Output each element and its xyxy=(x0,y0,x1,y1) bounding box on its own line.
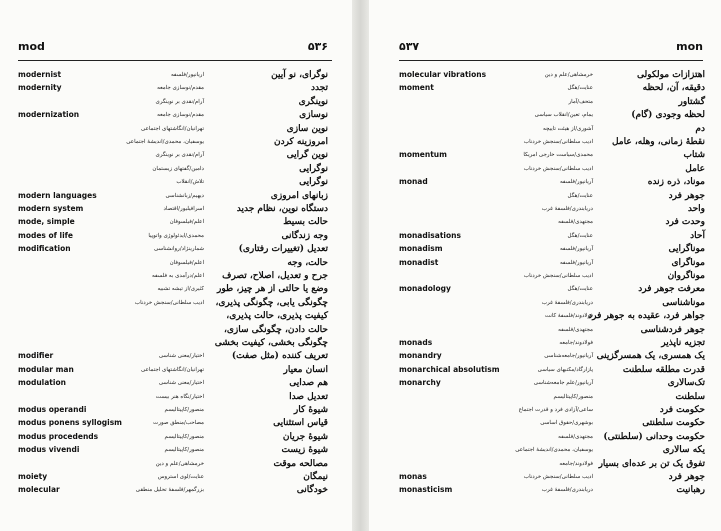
entry-row xyxy=(0,390,352,404)
entry-row xyxy=(369,470,721,484)
persian-equivalent: جوهر فردشناسی xyxy=(640,324,705,335)
english-term: monadology xyxy=(399,284,451,294)
entry-row xyxy=(0,483,352,497)
source-reference: منصور/کاپیتالیسم xyxy=(553,393,593,400)
source-reference: بوشهری/حقوق اساسی xyxy=(540,420,593,427)
source-reference: اختیار/معنی شناسی xyxy=(158,353,204,360)
english-term: moiety xyxy=(18,472,48,481)
persian-equivalent: موناشناسی xyxy=(662,297,705,308)
persian-equivalent: معرفت جوهر فرد xyxy=(638,284,705,295)
entry-row xyxy=(369,189,721,203)
english-term: molecular xyxy=(18,485,60,495)
source-reference: آشوری/از هیئت تاییچه xyxy=(543,125,593,132)
entry-row xyxy=(369,443,721,457)
entry-row xyxy=(0,202,352,216)
entry-row xyxy=(0,189,352,203)
entry-row xyxy=(369,457,721,471)
persian-equivalent: جوهر فرد xyxy=(668,472,705,482)
english-term: momentum xyxy=(399,150,447,160)
persian-equivalent: وجه زندگانی xyxy=(281,230,328,241)
entry-row xyxy=(0,296,352,310)
entry-row xyxy=(369,108,721,122)
source-reference: محمدی/ایدئولوژی واتوپیا xyxy=(148,232,204,239)
persian-equivalent: حالت بسیط xyxy=(283,217,328,228)
source-reference: عنایت/هگل xyxy=(567,286,593,293)
entry-row xyxy=(369,336,721,350)
persian-equivalent: یکه سالاری xyxy=(662,445,705,456)
source-reference: ادیب سلطانی/سنجش خردناب xyxy=(523,139,593,145)
source-reference: شمارینژاد/روانشناسی xyxy=(154,246,204,253)
persian-equivalent: شیوهٔ زیست xyxy=(281,445,328,456)
entry-row xyxy=(369,148,721,162)
right-page xyxy=(369,0,721,531)
entry-row xyxy=(369,269,721,283)
persian-equivalent: قدرت مطلقه سلطنت xyxy=(622,364,705,375)
persian-equivalent: کیفیت پذیری، حالت پذیری، xyxy=(226,311,328,322)
entry-row xyxy=(0,443,352,457)
persian-equivalent: دقیقه، آن، لحظه xyxy=(642,83,705,94)
persian-equivalent: واحد xyxy=(687,204,705,214)
persian-equivalent: گشتاور xyxy=(678,96,705,107)
entry-row xyxy=(369,175,721,189)
entry-row xyxy=(0,403,352,417)
source-reference: منصور/کاپیتالیسم xyxy=(164,447,204,454)
persian-equivalent: خودگانی xyxy=(296,485,328,496)
persian-equivalent: حکومت فرد xyxy=(659,405,705,415)
english-term: modern languages xyxy=(18,190,97,200)
source-reference: مجتهدی/فلسفه xyxy=(558,219,593,226)
source-reference: مقدم/نوسازی جامعه xyxy=(157,85,204,92)
source-reference: منصور/کاپیتالیسم xyxy=(164,407,204,413)
source-reference: منصور/کاپیتالیسم xyxy=(164,433,204,440)
persian-equivalent: موناد، ذره زنده xyxy=(647,177,705,188)
entry-row xyxy=(369,81,721,95)
english-term: monas xyxy=(399,472,427,481)
source-reference: یوسفیان، محمدی/اندیشهٔ اجتماعی xyxy=(126,139,204,145)
english-term: modular man xyxy=(18,364,74,374)
source-reference: اعلم/درآمدی به فلسفه xyxy=(152,273,204,279)
source-reference: عنایت/هگل xyxy=(567,192,593,199)
entry-row xyxy=(369,202,721,216)
entry-row xyxy=(369,403,721,417)
persian-equivalent: تک‌سالاری xyxy=(667,378,705,389)
left-page xyxy=(0,0,352,531)
source-reference: دریابندری/فلسفهٔ غرب xyxy=(541,206,593,212)
persian-equivalent: رهبانیت xyxy=(676,485,705,496)
entry-row xyxy=(369,296,721,310)
source-reference: آریانپور/جامعه‌شناسی xyxy=(544,353,593,360)
source-reference: آریانپور/فلسفه xyxy=(559,259,593,266)
persian-equivalent: وحدت فرد xyxy=(665,217,705,228)
source-reference: اختیار/معنی شناسی xyxy=(158,380,204,387)
english-term: monarchical absolutism xyxy=(399,364,500,374)
entry-row xyxy=(369,390,721,404)
entry-row xyxy=(369,256,721,270)
persian-equivalent: تجزیه ناپذیر xyxy=(661,338,705,348)
entry-row xyxy=(369,229,721,243)
persian-equivalent: چگونگی یابی، چگونگی پذیری، xyxy=(215,297,328,308)
source-reference: ادیب سلطانی/سنجش خردناب xyxy=(523,474,593,480)
persian-equivalent: چگونگی بخشی، کیفیت بخشی xyxy=(214,338,328,348)
source-reference: عنایت/لوی استروس xyxy=(157,474,204,480)
entry-row xyxy=(0,95,352,109)
persian-equivalent: دم xyxy=(695,123,705,134)
entry-row xyxy=(0,108,352,122)
source-reference: دامین/گفتهای زیستمان xyxy=(152,165,204,172)
entry-row xyxy=(0,323,352,337)
persian-equivalent: نوسازی xyxy=(299,110,328,121)
source-reference: ساعی/آزادی فرد و قدرت اجتماع xyxy=(518,407,593,413)
english-term: modernist xyxy=(18,70,62,79)
english-term: monadism xyxy=(399,244,443,254)
persian-equivalent: امروزینه کردن xyxy=(273,137,328,147)
persian-equivalent: نوگرای، نو آیین xyxy=(271,70,328,80)
persian-equivalent: تجدد xyxy=(310,83,328,94)
entry-row xyxy=(369,376,721,390)
entry-row xyxy=(0,135,352,149)
english-term: monasticism xyxy=(399,485,453,495)
english-term: monads xyxy=(399,338,433,347)
persian-equivalent: شیوهٔ کار xyxy=(293,405,328,415)
english-term: modus vivendi xyxy=(18,445,80,455)
entry-row xyxy=(0,215,352,229)
entry-row xyxy=(0,269,352,283)
entry-row xyxy=(369,363,721,377)
entry-row xyxy=(0,229,352,243)
english-term: modus ponens syllogism xyxy=(18,418,122,428)
english-term: monad xyxy=(399,177,428,187)
page-number: ۵۳۶ xyxy=(307,40,328,53)
source-reference: یوسفیان، محمدی/اندیشهٔ اجتماعی xyxy=(515,447,593,454)
persian-equivalent: حالت، وجه xyxy=(287,257,328,268)
english-term: monadisations xyxy=(399,230,461,240)
entry-row xyxy=(369,135,721,149)
persian-equivalent: دستگاه نوین، نظام جدید xyxy=(236,204,328,214)
source-reference: ادیب سلطانی/سنجش خردناب xyxy=(523,273,593,279)
entry-row xyxy=(0,175,352,189)
entry-row xyxy=(369,349,721,363)
source-reference: فولادوند/جامعه xyxy=(559,340,593,346)
header-rule xyxy=(18,60,332,61)
source-reference: اریانپور/فلسفه xyxy=(170,72,204,78)
entry-row xyxy=(369,68,721,82)
source-reference: کثیری/از تیشه تشبیه xyxy=(157,286,204,293)
source-reference: فولادوند/جامعه xyxy=(559,460,593,467)
source-reference: اسرافیلیور/اقتصاد xyxy=(163,206,204,212)
english-term: modus operandi xyxy=(18,405,87,414)
source-reference: مقدم/نوسازی جامعه xyxy=(157,112,204,119)
entry-row xyxy=(369,323,721,337)
source-reference: آریانپور/فلسفه xyxy=(559,246,593,253)
english-term: monarchy xyxy=(399,378,441,388)
entry-row xyxy=(0,282,352,296)
persian-equivalent: شیوهٔ جریان xyxy=(282,431,328,442)
source-reference: ادیب سلطانی/سنجش خردناب xyxy=(134,299,204,306)
english-term: modern system xyxy=(18,204,84,213)
source-reference: آریانپور/علم جامعه‌شناسی xyxy=(533,380,593,387)
entry-row xyxy=(369,282,721,296)
running-head: mod xyxy=(18,40,45,53)
persian-equivalent: جرح و تعدیل، اصلاح، تصرف xyxy=(222,271,328,281)
source-reference: عنایت/هگل xyxy=(567,232,593,239)
source-reference: عنایت/هگل xyxy=(567,85,593,92)
entry-row xyxy=(0,457,352,471)
source-reference: دریابندری/فلسفهٔ غرب xyxy=(541,487,593,494)
entry-row xyxy=(369,162,721,176)
persian-equivalent: یک همسری، یک همسرگزینی xyxy=(596,351,705,362)
entry-row xyxy=(0,148,352,162)
source-reference: محمدی/سیاست خارجی امریکا xyxy=(523,152,593,159)
persian-equivalent: تعریف کننده (مثل صفت) xyxy=(231,351,328,362)
source-reference: مجتهدی/فلسفه xyxy=(558,326,593,333)
persian-equivalent: تعدیل صدا xyxy=(289,391,328,402)
entry-row xyxy=(369,215,721,229)
source-reference: تلاش/انقلاب xyxy=(176,179,204,186)
persian-equivalent: نقطهٔ زمانی، وهله، عامل xyxy=(611,137,705,147)
entry-row xyxy=(0,363,352,377)
entry-row xyxy=(0,122,352,136)
entry-row xyxy=(369,416,721,430)
persian-equivalent: نوین گرایی xyxy=(286,150,328,161)
source-reference: یمام، تعین/انقلاب سیاسی xyxy=(534,112,593,119)
entry-row xyxy=(0,470,352,484)
source-reference: مصاحب/منطق صورت xyxy=(153,420,204,427)
source-reference: خرمشاهی/علم و دین xyxy=(155,460,204,467)
persian-equivalent: آحاد xyxy=(690,230,705,241)
book-gutter xyxy=(352,0,369,531)
english-term: modernity xyxy=(18,83,62,93)
persian-equivalent: وضع یا حالتی از هر چیز، طور xyxy=(217,284,328,295)
english-term: moment xyxy=(399,83,434,93)
persian-equivalent: نوگرایی xyxy=(299,163,328,174)
persian-equivalent: نوگرایی xyxy=(299,177,328,188)
english-term: molecular vibrations xyxy=(399,70,487,79)
persian-equivalent: موناگرای xyxy=(671,257,705,268)
source-reference: متحف/آمار xyxy=(568,98,593,105)
source-reference: اعلم/فیلسوفان xyxy=(169,259,204,266)
english-term: modulation xyxy=(18,378,66,388)
source-reference: دیهیم/زبانشناسی xyxy=(165,192,204,199)
persian-equivalent: نیمگان xyxy=(303,472,328,482)
persian-equivalent: جواهر فرد، عقیده به جوهر فرد xyxy=(588,311,705,322)
source-reference: آرام/نقدی بر نوینگری xyxy=(155,98,204,105)
entry-row xyxy=(0,349,352,363)
source-reference: اعلم/فیلسوفان xyxy=(169,219,204,226)
entry-row xyxy=(369,483,721,497)
persian-equivalent: اهتزازات مولکولی xyxy=(637,70,705,80)
persian-equivalent: قیاس استثنایی xyxy=(273,418,328,429)
entry-row xyxy=(0,256,352,270)
persian-equivalent: سلطنت xyxy=(675,391,705,402)
persian-equivalent: مصالحه موقت xyxy=(273,458,328,469)
english-term: modes of life xyxy=(18,230,74,240)
entry-row xyxy=(0,336,352,350)
persian-equivalent: حکومت وحدانی (سلطنتی) xyxy=(603,431,705,442)
persian-equivalent: زبانهای امروزی xyxy=(270,190,328,201)
running-head: mon xyxy=(676,40,703,53)
persian-equivalent: حالت دادن، چگونگی سازی، xyxy=(223,324,328,335)
source-reference: پازارگاد/مکتبهای سیاسی xyxy=(537,366,593,373)
persian-equivalent: انسان معیار xyxy=(283,364,328,375)
entry-row xyxy=(0,242,352,256)
english-term: modifier xyxy=(18,351,54,361)
source-reference: بزرگمهر/فلسفهٔ تحلیل منطقی xyxy=(135,487,204,494)
english-term: mode, simple xyxy=(18,217,75,227)
english-term: modernization xyxy=(18,110,80,120)
entry-row xyxy=(369,95,721,109)
persian-equivalent: جوهر فرد xyxy=(668,190,705,201)
source-reference: دریابندری/فلسفهٔ غرب xyxy=(541,299,593,306)
persian-equivalent: لحظه وجودی (گام) xyxy=(631,110,705,121)
entry-row xyxy=(369,242,721,256)
persian-equivalent: نوینگری xyxy=(298,96,328,107)
entry-row xyxy=(0,309,352,323)
entry-row xyxy=(0,81,352,95)
entry-row xyxy=(369,122,721,136)
source-reference: اختیار/نگاه هنر بیست xyxy=(155,393,204,400)
header-rule xyxy=(399,60,703,61)
source-reference: تهرانیان/انگاشتهای اجتماعی xyxy=(140,366,204,373)
persian-equivalent: عامل xyxy=(685,163,705,174)
source-reference: ادیب سلطانی/سنجش خردناب xyxy=(523,165,593,172)
english-term: modus procedends xyxy=(18,431,99,441)
persian-equivalent: موناگروان xyxy=(667,271,705,281)
persian-equivalent: نوین سازی xyxy=(286,123,328,134)
source-reference: مجتهدی/فلسفه xyxy=(558,433,593,440)
page-number: ۵۳۷ xyxy=(399,40,420,53)
persian-equivalent: تفوق یک تن بر عده‌ای بسیار xyxy=(598,458,705,469)
entry-row xyxy=(369,309,721,323)
entry-row xyxy=(0,68,352,82)
source-reference: خرمشاهی/علم و دین xyxy=(544,72,593,78)
persian-equivalent: موناگرایی xyxy=(668,244,705,255)
english-term: monandry xyxy=(399,351,442,361)
english-term: modification xyxy=(18,244,71,254)
persian-equivalent: هم صدایی xyxy=(289,378,328,389)
persian-equivalent: شتاب xyxy=(683,150,705,161)
persian-equivalent: حکومت سلطنتی xyxy=(642,418,705,429)
source-reference: آرام/نقدی بر نوینگری xyxy=(155,152,204,159)
english-term: monadist xyxy=(399,257,439,267)
persian-equivalent: تعدیل (تغییرات رفتاری) xyxy=(238,244,328,255)
source-reference: تهرانیان/انگاشتهای اجتماعی xyxy=(140,125,204,132)
entry-row xyxy=(0,416,352,430)
entry-row xyxy=(0,162,352,176)
entry-row xyxy=(369,430,721,444)
entry-row xyxy=(0,430,352,444)
source-reference: آریانپور/فلسفه xyxy=(559,179,593,186)
entry-row xyxy=(0,376,352,390)
source-reference: فولادوند/فلسفهٔ کانت xyxy=(544,313,593,320)
